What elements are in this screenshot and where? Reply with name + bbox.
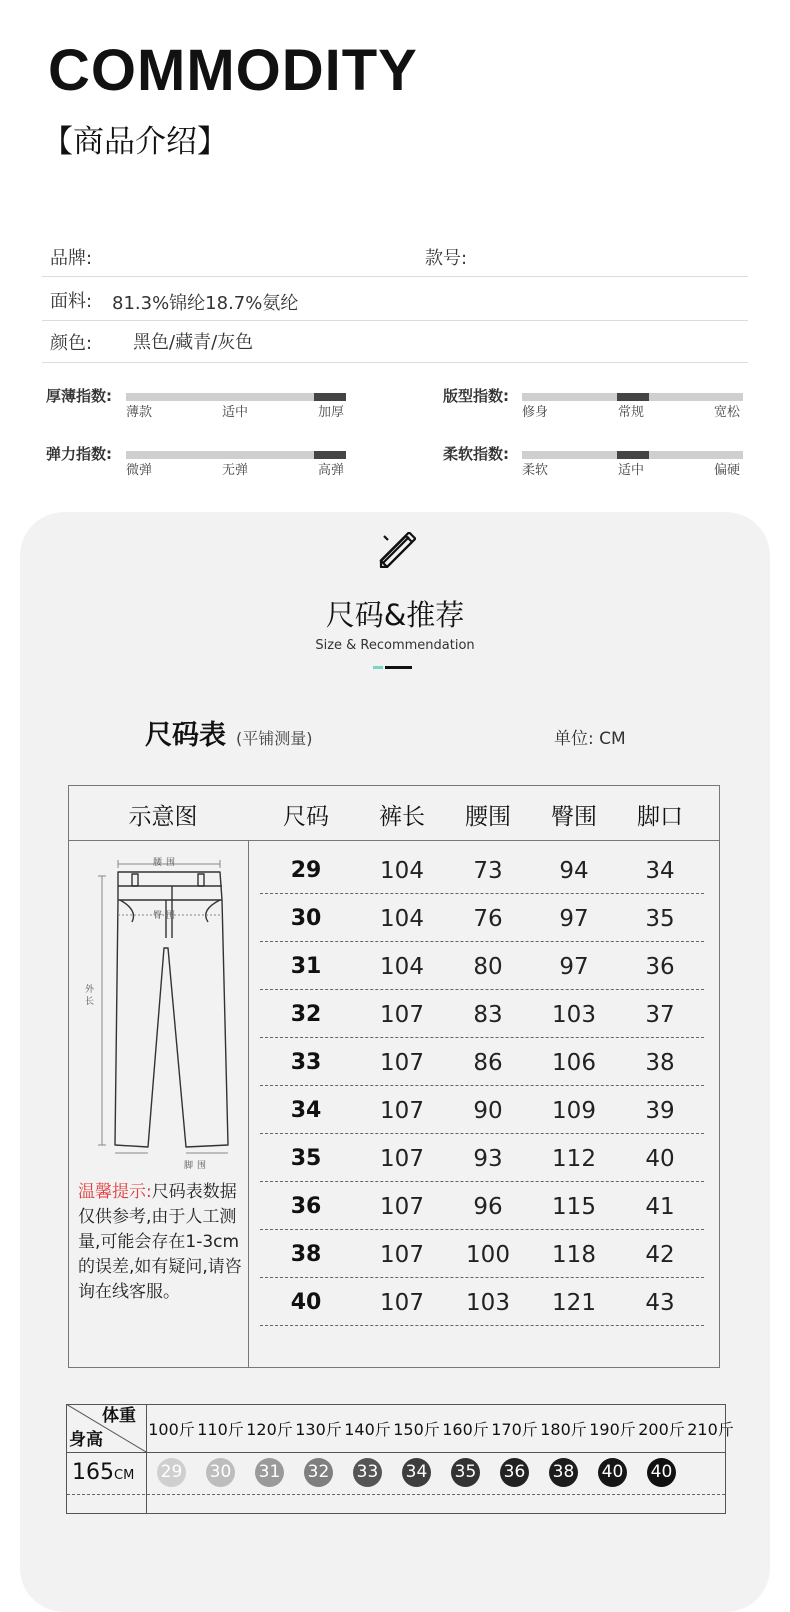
index-marker xyxy=(314,451,346,459)
height-unit: CM xyxy=(114,1468,135,1483)
table-cell: 43 xyxy=(645,1290,675,1316)
index-tick: 适中 xyxy=(222,405,249,420)
weight-label: 100斤 xyxy=(148,1420,195,1439)
size-cell: 29 xyxy=(290,858,322,883)
table-column-divider xyxy=(248,841,249,1367)
index-tick: 无弹 xyxy=(222,463,249,478)
tip-text: 尺码表数据仅供参考,由于人工测量,可能会存在1-3cm的误差,如有疑问,请咨询在线客服。 xyxy=(78,1182,242,1302)
table-cell: 115 xyxy=(552,1194,596,1220)
table-row-divider xyxy=(260,1181,704,1182)
weight-label: 120斤 xyxy=(246,1420,293,1439)
recommended-size-badge: 40 xyxy=(598,1458,627,1487)
recommended-size-badge: 33 xyxy=(353,1458,382,1487)
table-cell: 73 xyxy=(473,858,503,884)
table-cell: 93 xyxy=(473,1146,503,1172)
color-value: 黑色/藏青/灰色 xyxy=(133,332,254,353)
divider xyxy=(42,276,748,277)
recommended-size-badge: 30 xyxy=(206,1458,235,1487)
table-cell: 107 xyxy=(380,1290,424,1316)
page-title-en: COMMODITY xyxy=(48,38,418,103)
fabric-label: 面料: xyxy=(50,291,93,312)
index-elasticity xyxy=(46,447,356,483)
header-waist: 腰围 xyxy=(465,804,511,830)
weight-label: 200斤 xyxy=(638,1420,685,1439)
size-table-unit: 单位: CM xyxy=(554,729,626,749)
weight-label: 130斤 xyxy=(295,1420,342,1439)
index-label: 厚薄指数: xyxy=(46,387,112,405)
table-cell: 112 xyxy=(552,1146,596,1172)
index-label: 弹力指数: xyxy=(46,445,112,463)
index-tick: 修身 xyxy=(522,405,549,420)
tip-label: 温馨提示: xyxy=(78,1182,152,1202)
recommend-col-divider xyxy=(146,1404,147,1514)
recommended-size-badge: 40 xyxy=(647,1458,676,1487)
index-tick: 常规 xyxy=(618,405,645,420)
table-cell: 107 xyxy=(380,1242,424,1268)
diagram-label-waist: 腰围 xyxy=(153,858,180,868)
table-cell: 107 xyxy=(380,1050,424,1076)
table-row-divider xyxy=(260,893,704,894)
diagram-label-hip: 臀围 xyxy=(153,911,180,921)
model-label: 款号: xyxy=(425,248,468,269)
recommended-size-badge: 29 xyxy=(157,1458,186,1487)
size-cell: 32 xyxy=(290,1002,322,1027)
table-row-divider xyxy=(260,1133,704,1134)
table-row-divider xyxy=(260,1037,704,1038)
weight-label: 140斤 xyxy=(344,1420,391,1439)
table-cell: 39 xyxy=(645,1098,675,1124)
table-cell: 109 xyxy=(552,1098,596,1124)
index-tick: 微弹 xyxy=(126,463,153,478)
index-thickness xyxy=(46,389,356,425)
size-cell: 30 xyxy=(290,906,322,931)
index-tick: 偏硬 xyxy=(714,463,741,478)
diagram-label-outer: 外长 xyxy=(85,985,95,1007)
table-cell: 97 xyxy=(559,906,589,932)
table-cell: 86 xyxy=(473,1050,503,1076)
table-row-divider xyxy=(260,1325,704,1326)
index-tick: 高弹 xyxy=(318,463,345,478)
index-label: 版型指数: xyxy=(443,387,509,405)
divider xyxy=(42,362,748,363)
table-cell: 96 xyxy=(473,1194,503,1220)
recommended-size-badge: 31 xyxy=(255,1458,284,1487)
weight-label: 110斤 xyxy=(197,1420,244,1439)
table-cell: 34 xyxy=(645,858,675,884)
index-bar xyxy=(522,451,743,459)
size-cell: 40 xyxy=(290,1290,322,1315)
header-diagram: 示意图 xyxy=(128,804,198,830)
table-cell: 107 xyxy=(380,1098,424,1124)
height-number: 165 xyxy=(72,1460,114,1485)
recommended-size-badge: 36 xyxy=(500,1458,529,1487)
table-cell: 103 xyxy=(552,1002,596,1028)
section-subtitle: Size & Recommendation xyxy=(315,638,475,653)
size-cell: 35 xyxy=(290,1146,322,1171)
table-cell: 90 xyxy=(473,1098,503,1124)
index-bar xyxy=(126,393,346,401)
index-tick: 宽松 xyxy=(714,405,741,420)
index-marker xyxy=(314,393,346,401)
size-cell: 33 xyxy=(290,1050,322,1075)
table-row-divider xyxy=(260,1229,704,1230)
accent-bar xyxy=(373,666,383,669)
index-fit xyxy=(443,389,753,425)
page-title-cn: 【商品介绍】 xyxy=(42,124,228,160)
size-table-note: (平铺测量) xyxy=(236,729,313,748)
index-tick: 薄款 xyxy=(126,405,153,420)
recommended-size-badge: 32 xyxy=(304,1458,333,1487)
header-hip: 臀围 xyxy=(551,804,597,830)
size-tip xyxy=(78,1180,244,1305)
table-cell: 104 xyxy=(380,954,424,980)
diagram-label-hem: 脚围 xyxy=(184,1161,211,1171)
recommended-size-badge: 38 xyxy=(549,1458,578,1487)
recommended-size-badge: 35 xyxy=(451,1458,480,1487)
recommend-row-divider xyxy=(67,1452,725,1453)
weight-label: 190斤 xyxy=(589,1420,636,1439)
weight-label: 150斤 xyxy=(393,1420,440,1439)
table-cell: 76 xyxy=(473,906,503,932)
table-cell: 107 xyxy=(380,1146,424,1172)
table-cell: 97 xyxy=(559,954,589,980)
table-cell: 83 xyxy=(473,1002,503,1028)
table-cell: 107 xyxy=(380,1194,424,1220)
ruler-pencil-icon xyxy=(378,532,416,568)
table-cell: 40 xyxy=(645,1146,675,1172)
header-size: 尺码 xyxy=(283,804,329,830)
header-hem: 脚口 xyxy=(637,804,683,830)
table-cell: 36 xyxy=(645,954,675,980)
index-bar xyxy=(126,451,346,459)
table-row-divider xyxy=(260,941,704,942)
table-cell: 121 xyxy=(552,1290,596,1316)
index-softness xyxy=(443,447,753,483)
table-cell: 37 xyxy=(645,1002,675,1028)
section-title: 尺码&推荐 xyxy=(325,598,465,632)
accent-bar-dark xyxy=(385,666,412,669)
table-row-divider xyxy=(260,1277,704,1278)
pants-diagram xyxy=(80,850,240,1172)
table-cell: 118 xyxy=(552,1242,596,1268)
index-tick: 适中 xyxy=(618,463,645,478)
table-cell: 107 xyxy=(380,1002,424,1028)
index-tick: 加厚 xyxy=(318,405,345,420)
index-tick: 柔软 xyxy=(522,463,549,478)
color-label: 颜色: xyxy=(50,333,93,354)
size-table-title: 尺码表 xyxy=(145,720,226,751)
size-cell: 34 xyxy=(290,1098,322,1123)
table-cell: 94 xyxy=(559,858,589,884)
table-cell: 42 xyxy=(645,1242,675,1268)
table-cell: 80 xyxy=(473,954,503,980)
recommended-size-badge: 34 xyxy=(402,1458,431,1487)
weight-label: 180斤 xyxy=(540,1420,587,1439)
weight-label: 160斤 xyxy=(442,1420,489,1439)
table-cell: 103 xyxy=(466,1290,510,1316)
weight-label: 170斤 xyxy=(491,1420,538,1439)
weight-label: 210斤 xyxy=(687,1420,734,1439)
table-header-divider xyxy=(69,840,719,841)
brand-label: 品牌: xyxy=(50,248,93,269)
index-label: 柔软指数: xyxy=(443,445,509,463)
table-cell: 104 xyxy=(380,906,424,932)
size-cell: 36 xyxy=(290,1194,322,1219)
table-cell: 106 xyxy=(552,1050,596,1076)
height-value xyxy=(72,1462,134,1484)
size-cell: 38 xyxy=(290,1242,322,1267)
table-cell: 100 xyxy=(466,1242,510,1268)
index-bar xyxy=(522,393,743,401)
table-cell: 41 xyxy=(645,1194,675,1220)
fabric-value: 81.3%锦纶18.7%氨纶 xyxy=(112,293,299,314)
size-cell: 31 xyxy=(290,954,322,979)
table-row-divider xyxy=(260,989,704,990)
index-marker xyxy=(617,393,649,401)
table-row-divider xyxy=(260,1085,704,1086)
table-cell: 35 xyxy=(645,906,675,932)
height-header: 身高 xyxy=(69,1430,103,1450)
weight-header: 体重 xyxy=(102,1406,136,1426)
recommend-row-divider xyxy=(67,1494,725,1495)
index-marker xyxy=(617,451,649,459)
divider xyxy=(42,320,748,321)
header-length: 裤长 xyxy=(379,804,425,830)
table-cell: 38 xyxy=(645,1050,675,1076)
table-cell: 104 xyxy=(380,858,424,884)
